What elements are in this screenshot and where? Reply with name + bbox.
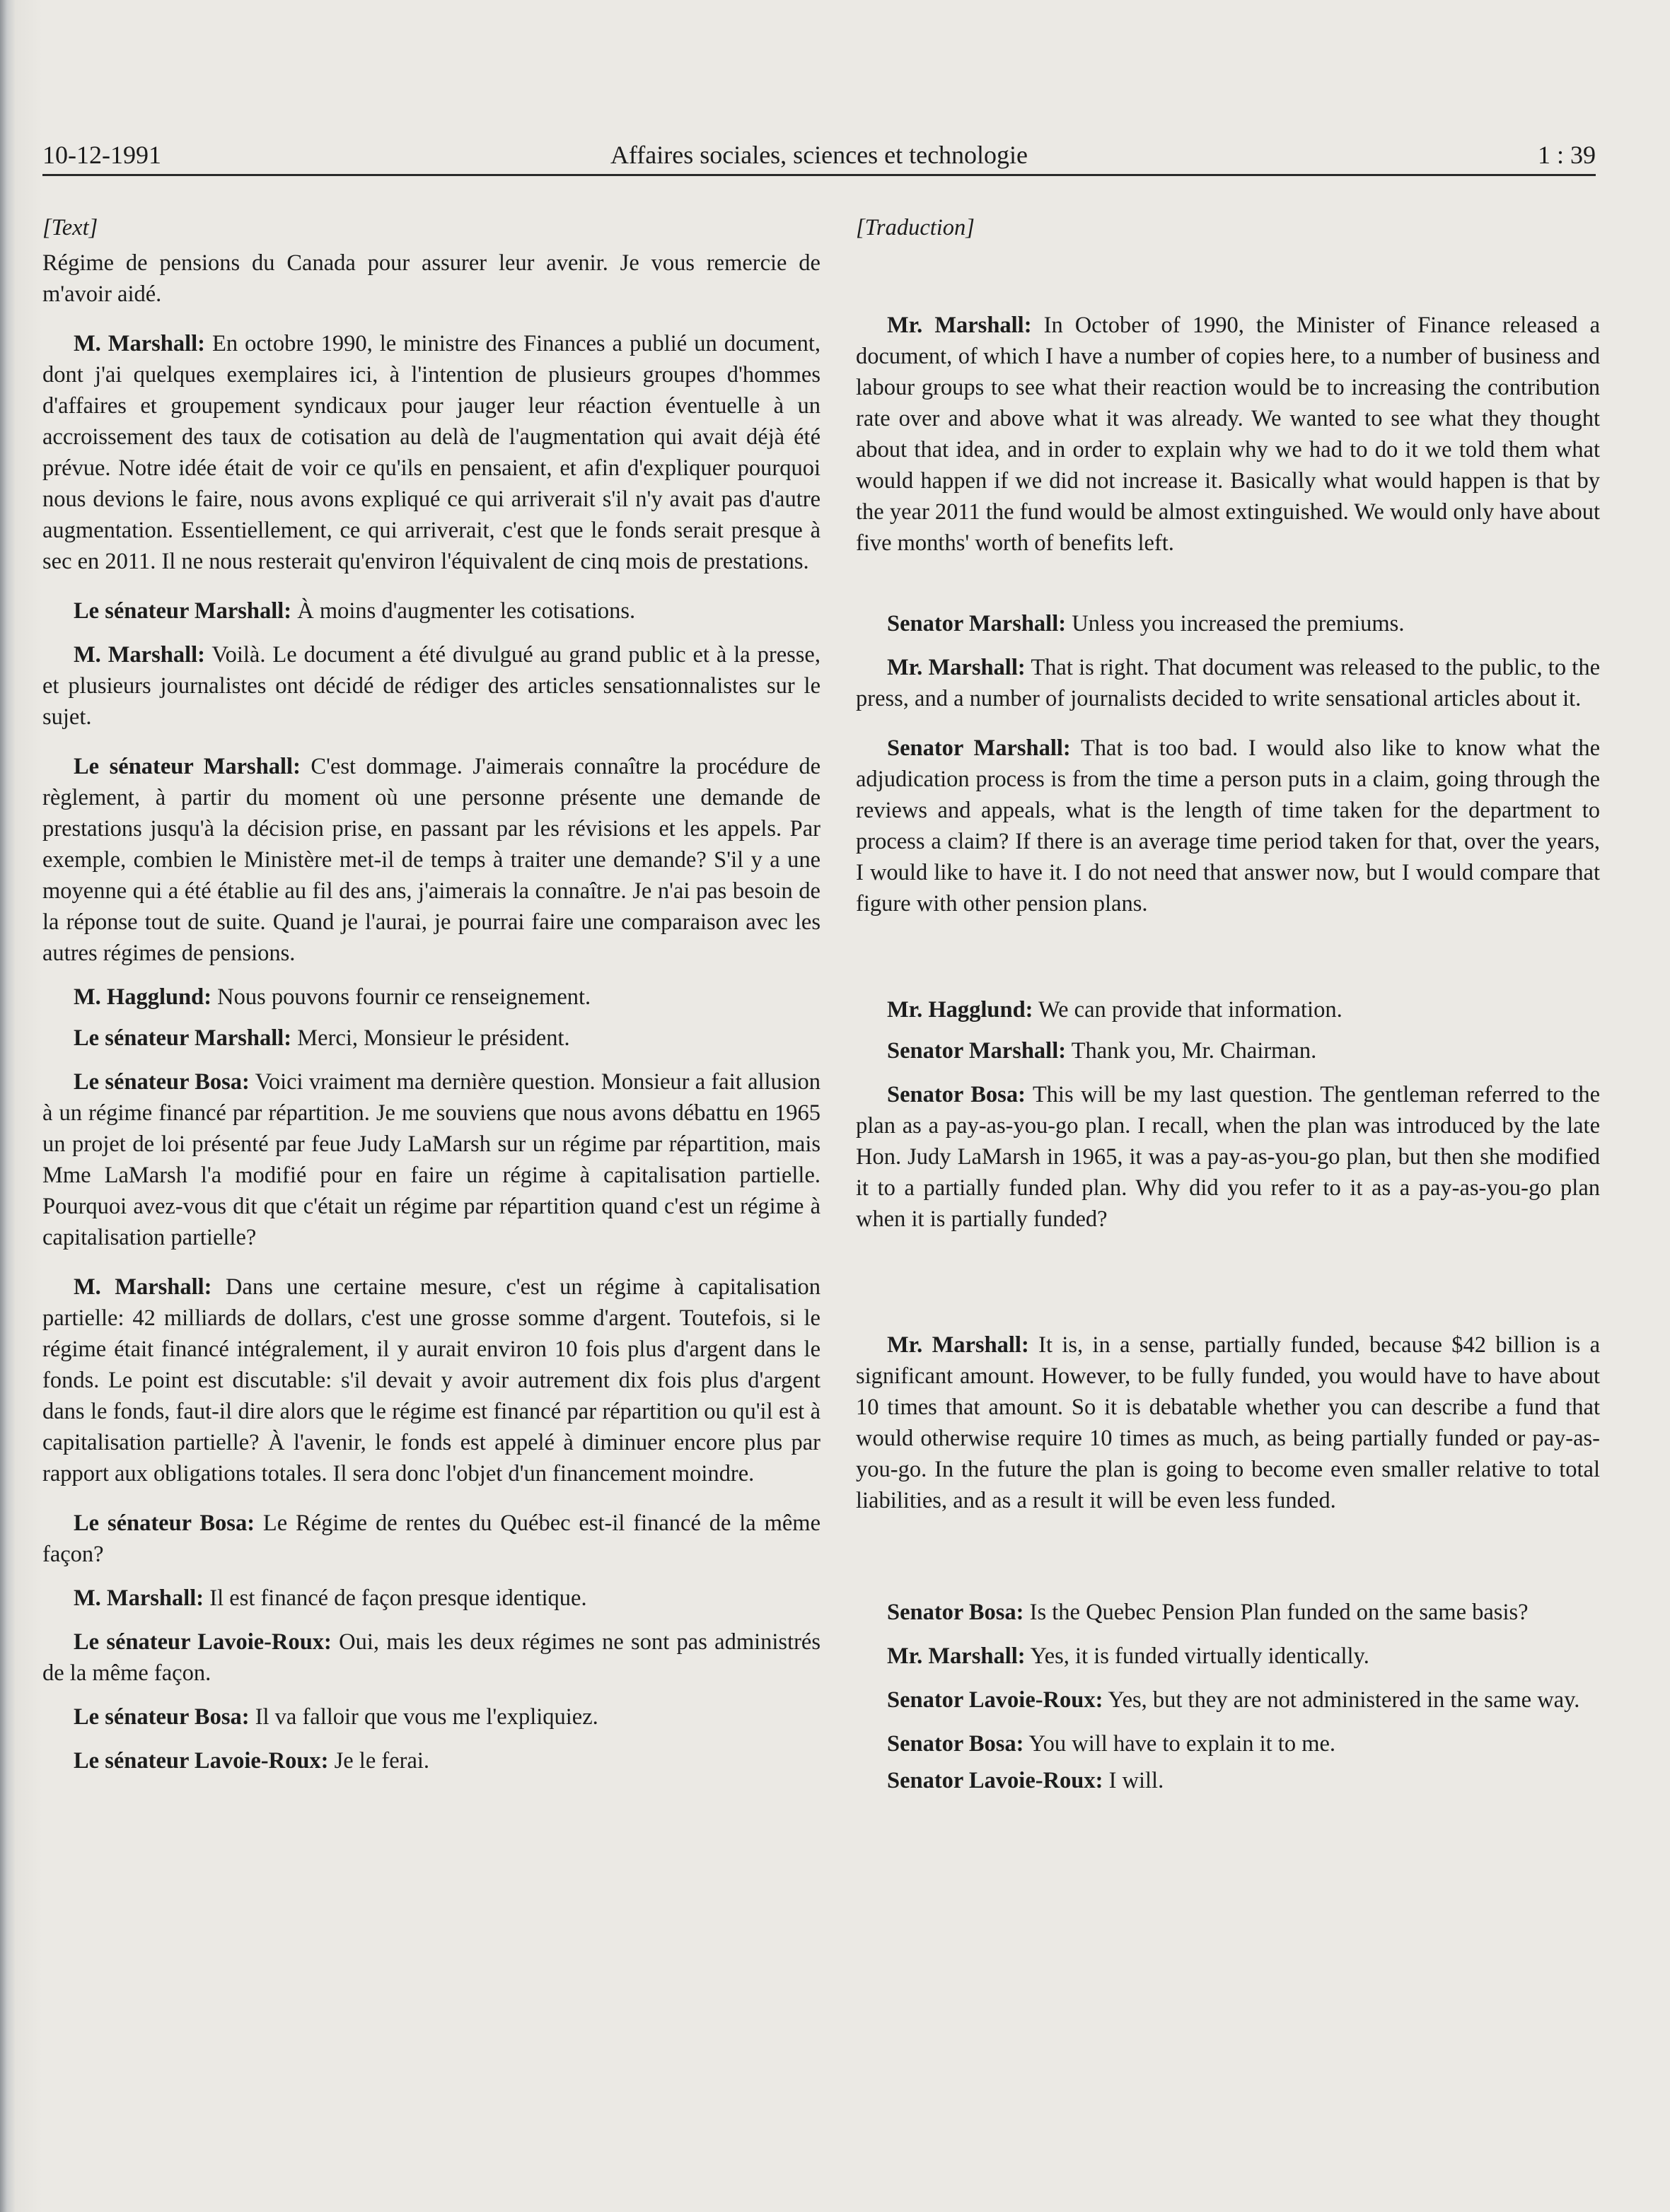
speaker-name: Le sénateur Marshall: [74,598,292,624]
speech-text: Thank you, Mr. Chairman. [1066,1038,1317,1064]
column-tag: [Text] [42,215,98,240]
speaker-name: Le sénateur Marshall: [74,754,301,779]
speech-text: This will be my last question. The gentleman referred to the plan as a pay-as-you-go plan. I recall, when the plan was introduced by the late Hon. Judy LaMarsh in 1965, it was a pay-as-you-go plan, but then she modified it to a partially funded plan. Why did you refer to it as a pay-as-you-go plan when it is partially funded? [856,1082,1600,1232]
speech-text: Is the Quebec Pension Plan funded on the same basis? [1024,1600,1529,1625]
speech-text: I will. [1103,1768,1164,1793]
speech-text: We can provide that information. [1033,997,1343,1023]
speaker-name: M. Marshall: [74,1585,204,1611]
speech-text: That is too bad. I would also like to know what the adjudication process is from the time a person puts in a claim, going through the reviews and appeals, what is the length of time taken for the department to process a claim? If there is an average time period taken for that, over the years, I would like to have it. I do not need that answer now, but I would compare that figure with other pension plans. [856,735,1600,916]
speech-text: Yes, it is funded virtually identically. [1025,1643,1369,1669]
header-title: Affaires sociales, sciences et technologie [610,141,1028,169]
speaker-name: Mr. Hagglund: [887,997,1033,1023]
paragraph [42,1583,820,1614]
paragraph [42,595,820,627]
speech-text: That is right. That document was released to the public, to the press, and a number of journalists decided to write sensational articles about it. [856,655,1601,711]
speaker-name: M. Marshall: [74,331,206,356]
speech-text: Voici vraiment ma dernière question. Monsieur a fait allusion à un régime financé par répartition. Je me souviens que nous avons débattu en 1965 un projet de loi présenté par feue Judy LaMarsh sur un régime par répartition, mais Mme LaMarsh l'a modifié pour en faire un régime à capitalisation partielle. Pourquoi avez-vous dit que c'était un régime par répartition quand c'est un régime à capitalisation partielle? [42,1069,820,1250]
paragraph [42,1745,820,1776]
paragraph: Régime de pensions du Canada pour assurer leur avenir. Je vous remercie de m'avoir aidé. [42,250,820,307]
speech-text: Oui, mais les deux régimes ne sont pas administrés de la même façon. [42,1629,820,1686]
speech-text: Dans une certaine mesure, c'est un régime à capitalisation partielle: 42 milliards de dollars, c'est une grosse somme d'argent. Toutefois, si le régime était financé intégralement, il y aurait environ 10 fois plus d'argent dans le fonds. Le point est discutable: s'il devait y avoir autrement dix fois plus d'argent dans le fonds, faut-il dire alors que le régime est financé par répartition ou qu'il est à capitalisation partielle? À l'avenir, le fonds est appelé à diminuer encore plus par rapport aux obligations totales. Il sera donc l'objet d'un financement moindre. [42,1274,820,1486]
header-date: 10-12-1991 [42,141,161,169]
speaker-name: Mr. Marshall: [887,1643,1026,1669]
speech-text: In October of 1990, the Minister of Finance released a document, of which I have a number of copies here, to a number of business and labour groups to see what their reaction would be to increasing the contribution rate over and above what it was already. We wanted to see what they thought about that idea, and in order to explain why we had to do it we told them what would happen if we did not increase it. Basically what would happen is that by the year 2011 the fund would be almost extinguished. We would only have about five months' worth of benefits left. [856,313,1601,556]
english-column [856,212,1600,1796]
speaker-name: M. Hagglund: [74,984,212,1010]
speech-text: À moins d'augmenter les cotisations. [291,598,636,624]
speech-text: Unless you increased the premiums. [1066,611,1405,636]
paragraph [856,1329,1600,1516]
speaker-name: Senator Bosa: [887,1082,1026,1107]
speech-text: Je le ferai. [328,1748,430,1774]
paragraph [856,1684,1600,1716]
speaker-name: Le sénateur Lavoie-Roux: [74,1748,329,1774]
speech-text: Yes, but they are not administered in the same way. [1103,1687,1580,1713]
header-page-number: 1 : 39 [1537,141,1596,169]
paragraph [856,1728,1600,1759]
speech-text: Nous pouvons fournir ce renseignement. [211,984,591,1010]
paragraph [42,1271,820,1489]
paragraph [856,1035,1600,1066]
speech-text: Il va falloir que vous me l'expliquiez. [249,1704,598,1730]
speaker-name: Senator Lavoie-Roux: [887,1687,1103,1713]
speaker-name: M. Marshall: [74,642,205,668]
speech-text: Voilà. Le document a été divulgué au grand public et à la presse, et plusieurs journalistes ont décidé de rédiger des articles sensationnalistes sur le sujet. [42,642,820,730]
speaker-name: Le sénateur Bosa: [74,1069,250,1095]
paragraph [856,1079,1600,1235]
speaker-name: Le sénateur Marshall: [74,1025,292,1051]
speaker-name: Le sénateur Lavoie-Roux: [74,1629,332,1655]
paragraph [42,1626,820,1689]
paragraph [42,1066,820,1253]
speaker-name: Senator Lavoie-Roux: [887,1768,1103,1793]
speech-text: C'est dommage. J'aimerais connaître la procédure de règlement, à partir du moment où une personne présente une demande de prestations jusqu'à la décision prise, en passant par les révisions et les appels. Par exemple, combien le Ministère met-il de temps à traiter une demande? S'il y a une moyenne qui a été établie au fil des ans, j'aimerais la connaître. Je n'ai pas besoin de la réponse tout de suite. Quand je l'aurai, je pourrai faire une comparaison avec les autres régimes de pensions. [42,754,820,966]
paragraph [856,733,1600,919]
speaker-name: Mr. Marshall: [887,655,1026,680]
paragraph [856,652,1600,714]
speaker-name: Le sénateur Bosa: [74,1704,250,1730]
speaker-name: Senator Bosa: [887,1731,1024,1757]
speaker-name: Senator Bosa: [887,1600,1024,1625]
speaker-name: Senator Marshall: [887,611,1067,636]
paragraph [42,1701,820,1733]
paragraph [42,639,820,733]
speaker-name: M. Marshall: [74,1274,212,1300]
paragraph [856,994,1600,1025]
paragraph [42,1023,820,1054]
paragraph [42,1508,820,1570]
speech-text: Merci, Monsieur le président. [291,1025,570,1051]
french-column [42,212,820,1776]
speech-text: You will have to explain it to me. [1024,1731,1336,1757]
speaker-name: Mr. Marshall: [887,1332,1029,1358]
paragraph [42,328,820,577]
speaker-name: Le sénateur Bosa: [74,1510,255,1536]
speech-text: It is, in a sense, partially funded, because $42 billion is a significant amount. However, to be fully funded, you would have to have about 10 times that amount. So it is debatable whether you can describe a fund that would otherwise require 10 times as much, as being partially funded or pay-as-you-go. In the future the plan is going to become even smaller relative to total liabilities, and as a result it will be even less funded. [856,1332,1600,1513]
page-header [42,136,1596,176]
paragraph [42,982,820,1013]
paragraph [856,608,1600,639]
speaker-name: Senator Marshall: [887,1038,1067,1064]
paragraph [856,1641,1600,1672]
speech-text: Le Régime de rentes du Québec est-il financé de la même façon? [42,1510,820,1567]
speaker-name: Mr. Marshall: [887,313,1032,338]
speaker-name: Senator Marshall: [887,735,1071,761]
paragraph [856,310,1600,559]
speech-text: En octobre 1990, le ministre des Finances a publié un document, dont j'ai quelques exemplaires ici, à l'intention de plusieurs groupes d'hommes d'affaires et groupement syndicaux pour jauger leur réaction éventuelle à un accroissement des taux de cotisation au delà de l'augmentation qui avait déjà été prévue. Notre idée était de voir ce qu'ils en pensaient, et afin d'expliquer pourquoi nous devions le faire, nous avons expliqué ce qui arriverait s'il n'y avait pas d'autre augmentation. Essentiellement, ce qui arriverait, c'est que le fonds serait presque à sec en 2011. Il ne nous resterait qu'environ l'équivalent de cinq mois de prestations. [42,331,820,574]
paragraph [856,1765,1600,1796]
paragraph [856,1597,1600,1628]
column-tag: [Traduction] [856,215,975,240]
paragraph [42,751,820,969]
speech-text: Il est financé de façon presque identique. [204,1585,587,1611]
